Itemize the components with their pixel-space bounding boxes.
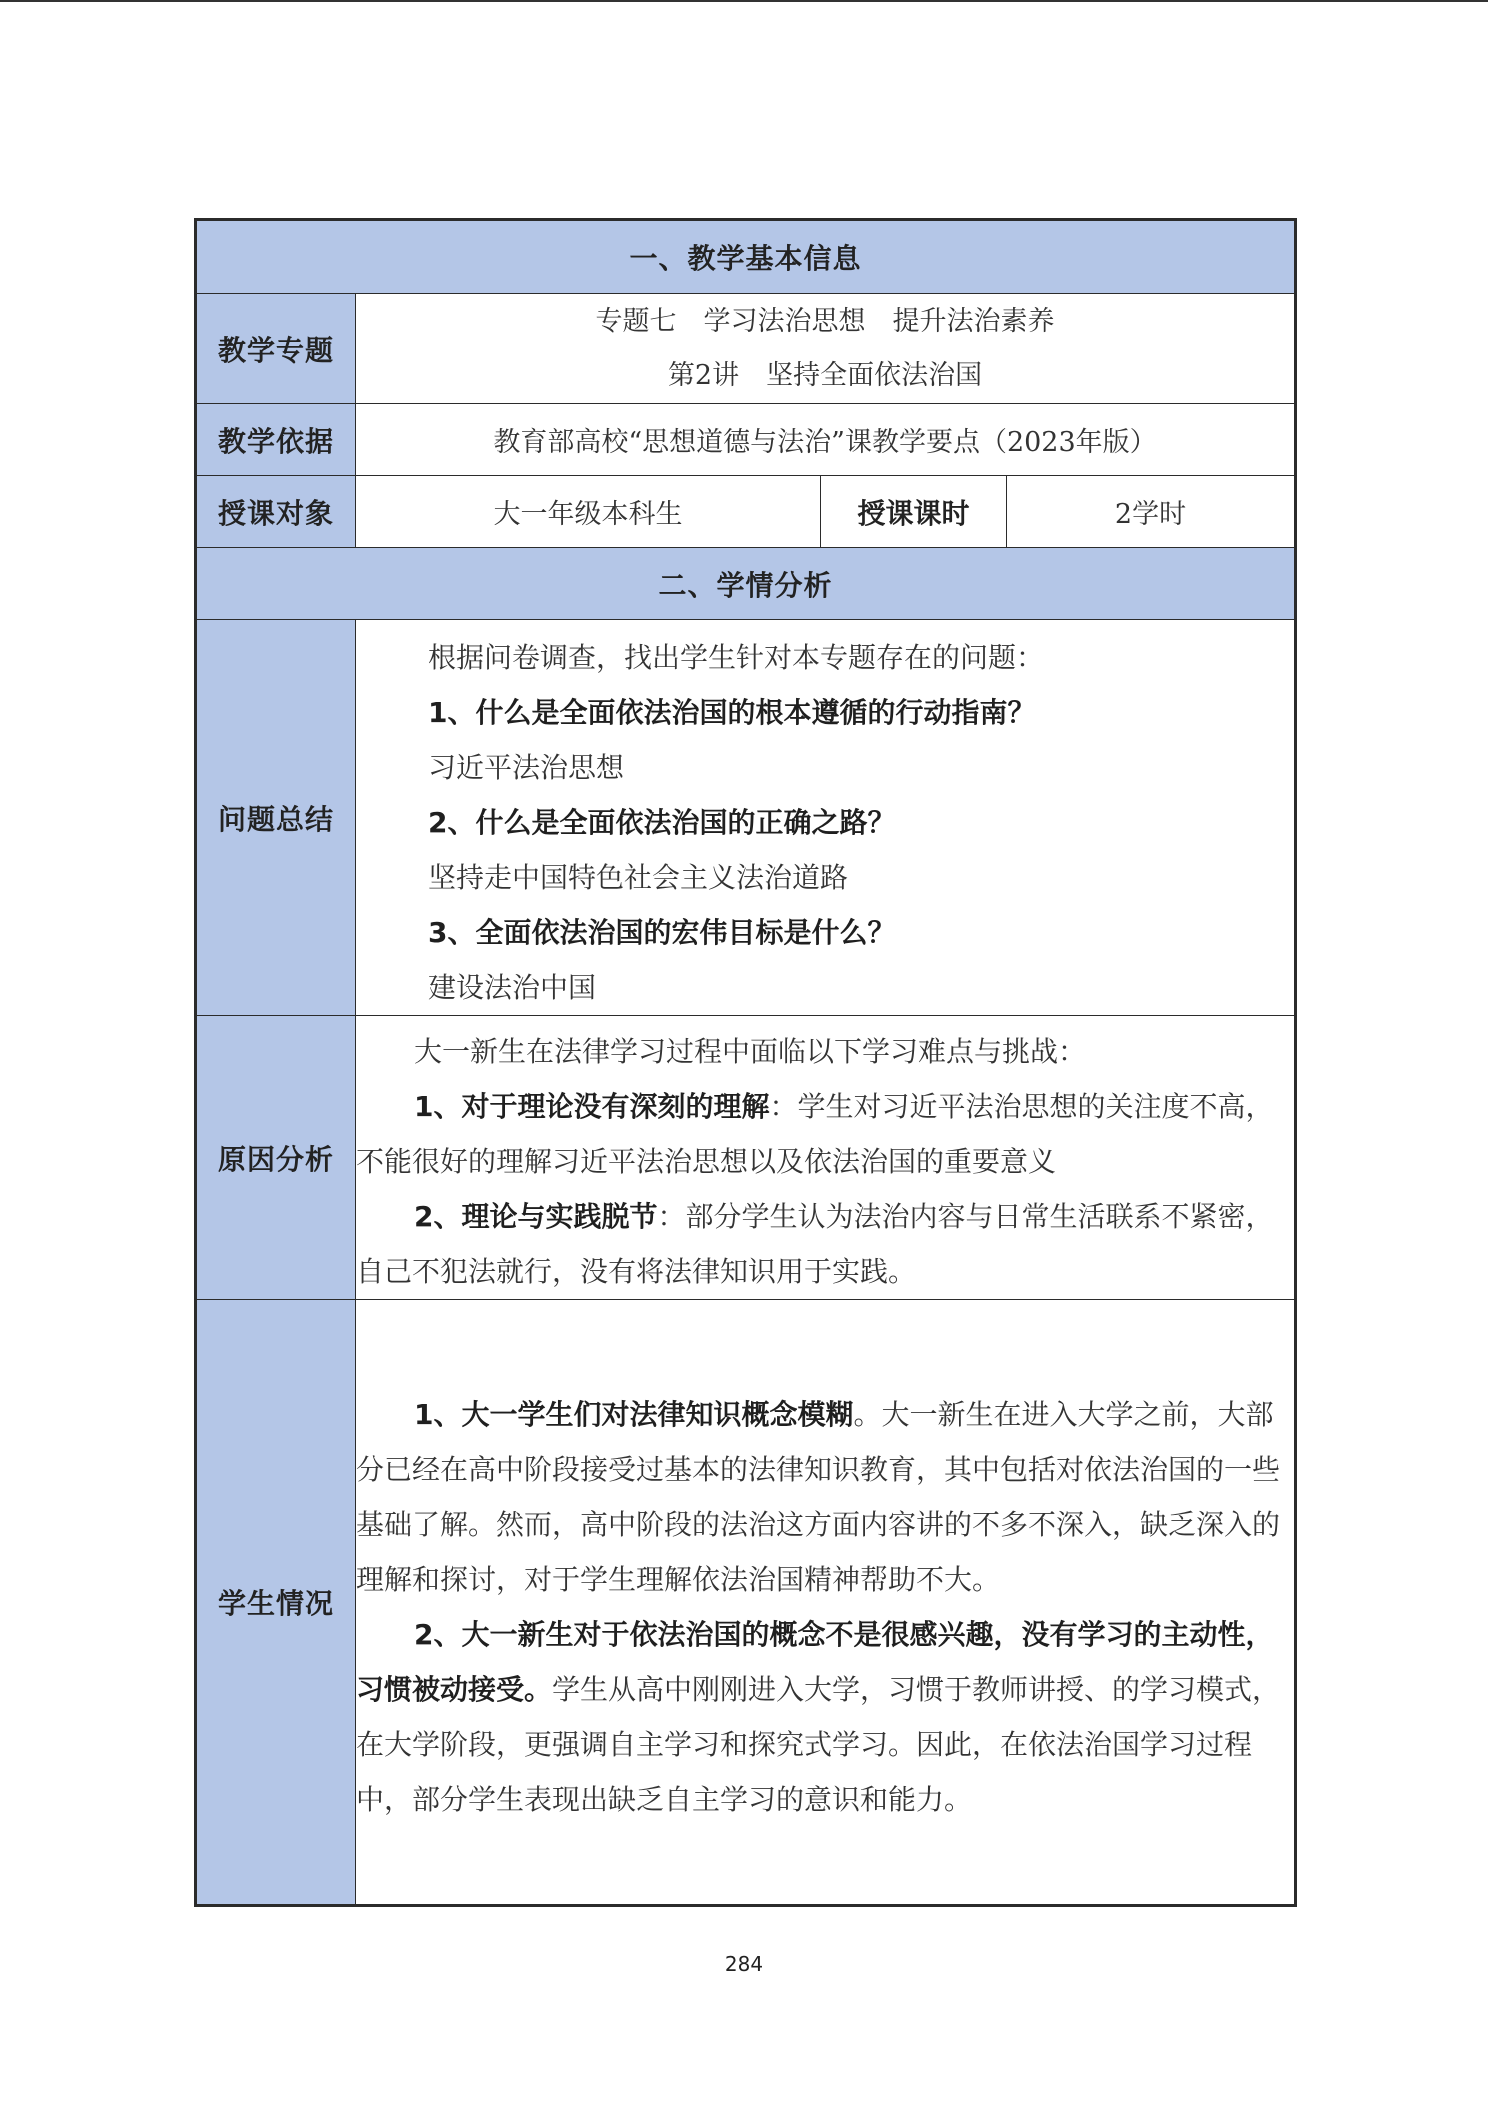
section2-title: 二、学情分析 — [196, 548, 1296, 620]
answer-3: 建设法治中国 — [428, 971, 597, 1004]
topic-value — [356, 294, 1296, 404]
causes-intro: 大一新生在法律学习过程中面临以下学习难点与挑战： — [414, 1035, 1087, 1068]
topic-line-2: 第2讲 坚持全面依法治国 — [667, 359, 983, 391]
teaching-info-table — [194, 218, 1297, 1907]
basis-value: 教育部高校“思想道德与法治”课教学要点（2023年版） — [356, 404, 1296, 476]
section1-header-row — [196, 220, 1296, 294]
section2-header-row — [196, 548, 1296, 620]
problems-row — [196, 620, 1296, 1016]
student-point-1-text: 。大一新生在进入大学之前，大部分已经在高中阶段接受过基本的法律知识教育，其中包括对依法治国的一些基础了解。然而，高中阶段的法治这方面内容讲的不多不深入，缺乏深入的理解和探讨，对于学生理解依法治国精神帮助不大。 — [356, 1398, 1281, 1596]
cause-1 — [356, 1079, 1294, 1189]
student-point-1-heading: 1、大一学生们对法律知识概念模糊 — [414, 1398, 854, 1431]
cause-2 — [356, 1189, 1294, 1299]
cause-1-text: ：学生对习近平法治思想的关注度不高，不能很好的理解习近平法治思想以及依法治国的重要意义 — [356, 1090, 1274, 1178]
causes-row — [196, 1016, 1296, 1300]
cause-1-heading: 1、对于理论没有深刻的理解 — [414, 1090, 770, 1123]
student-point-1 — [356, 1387, 1294, 1607]
causes-label: 原因分析 — [196, 1016, 356, 1300]
question-1: 1、什么是全面依法治国的根本遵循的行动指南？ — [428, 696, 1036, 729]
answer-1: 习近平法治思想 — [428, 751, 625, 784]
student-point-2 — [356, 1607, 1294, 1827]
answer-2: 坚持走中国特色社会主义法治道路 — [428, 861, 849, 894]
question-3: 3、全面依法治国的宏伟目标是什么？ — [428, 916, 896, 949]
audience-row — [196, 476, 1296, 548]
hours-label: 授课课时 — [821, 476, 1007, 548]
topic-line-1: 专题七 学习法治思想 提升法治素养 — [595, 305, 1055, 337]
problems-intro: 根据问卷调查，找出学生针对本专题存在的问题： — [428, 641, 1045, 674]
cause-2-heading: 2、理论与实践脱节 — [414, 1200, 658, 1233]
audience-value: 大一年级本科生 — [356, 476, 821, 548]
audience-label: 授课对象 — [196, 476, 356, 548]
causes-content — [356, 1016, 1296, 1300]
page-number: 284 — [724, 1952, 764, 1976]
student-point-2-text: 学生从高中刚刚进入大学，习惯于教师讲授、的学习模式，在大学阶段，更强调自主学习和探究式学习。因此，在依法治国学习过程中，部分学生表现出缺乏自主学习的意识和能力。 — [356, 1673, 1281, 1816]
student-point-2-heading: 2、大一新生对于依法治国的概念不是很感兴趣，没有学习的主动性，习惯被动接受。 — [356, 1618, 1274, 1706]
problems-content — [356, 620, 1296, 1016]
hours-value: 2学时 — [1007, 476, 1296, 548]
basis-row — [196, 404, 1296, 476]
students-row — [196, 1300, 1296, 1906]
basis-label: 教学依据 — [196, 404, 356, 476]
top-rule — [0, 0, 1488, 2]
students-label: 学生情况 — [196, 1300, 356, 1906]
question-2: 2、什么是全面依法治国的正确之路？ — [428, 806, 896, 839]
problems-label: 问题总结 — [196, 620, 356, 1016]
topic-label: 教学专题 — [196, 294, 356, 404]
students-content — [356, 1300, 1296, 1906]
topic-row — [196, 294, 1296, 404]
cause-2-text: ：部分学生认为法治内容与日常生活联系不紧密，自己不犯法就行，没有将法律知识用于实践。 — [356, 1200, 1274, 1288]
section1-title: 一、教学基本信息 — [196, 220, 1296, 294]
